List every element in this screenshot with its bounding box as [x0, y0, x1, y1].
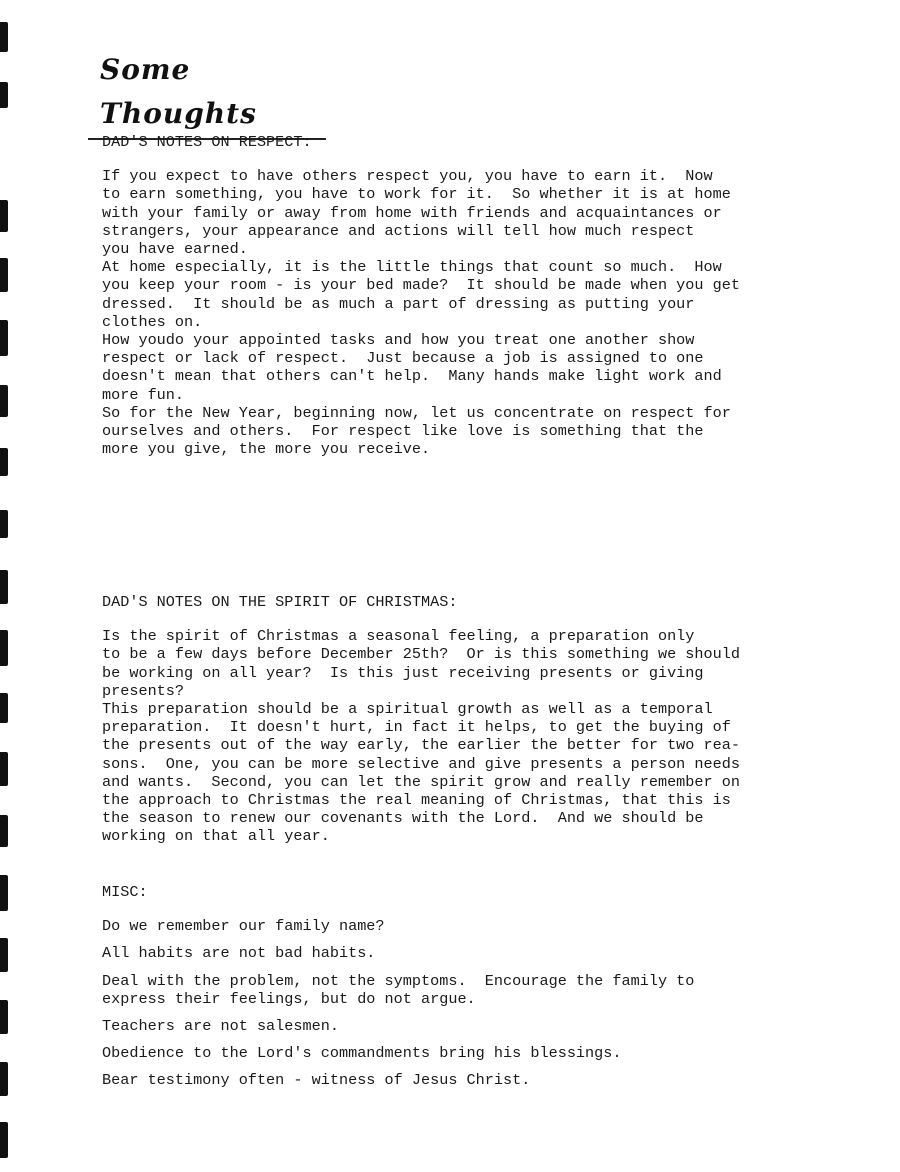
binding-hole [0, 1062, 8, 1096]
binding-hole [0, 1000, 8, 1034]
respect-paragraph: So for the New Year, beginning now, let us concentrate on respect for ourselves and others. For respect like love is something that the more you give, the more you receive. [102, 403, 731, 459]
binding-hole [0, 630, 8, 666]
misc-item: Obedience to the Lord's commandments bring his blessings. [102, 1044, 622, 1063]
misc-item: Teachers are not salesmen. [102, 1017, 339, 1036]
respect-heading: DAD'S NOTES ON RESPECT: [102, 133, 312, 151]
misc-heading: MISC: [102, 883, 148, 901]
binding-hole [0, 938, 8, 972]
christmas-paragraph: Is the spirit of Christmas a seasonal feeling, a preparation only to be a few days before December 25th? Or is this something we should be working on all year? Is this just receiving presents or giving presents? [102, 627, 740, 700]
misc-item: Deal with the problem, not the symptoms. Encourage the family to express their feelings, but do not argue. [102, 971, 695, 1008]
binding-hole [0, 693, 8, 723]
misc-item: Do we remember our family name? [102, 917, 385, 936]
binding-hole [0, 22, 8, 52]
binding-hole [0, 752, 8, 786]
binding-hole [0, 815, 8, 847]
binding-hole [0, 1122, 8, 1158]
binding-edge [0, 0, 12, 1172]
respect-paragraph: How youdo your appointed tasks and how you treat one another show respect or lack of respect. Just because a job is assigned to one doesn't mean that others can't help. Many hands make light work and more fun. [102, 331, 722, 404]
christmas-paragraph: This preparation should be a spiritual growth as well as a temporal preparation. It doesn't hurt, in fact it helps, to get the buying of the presents out of the way early, the earlier the better for two rea- sons. One, you can be more selective and give presents a person needs and wants. Second, you can let the spirit grow and really remember on the approach to Christmas the real meaning of Christmas, that this is the season to renew our covenants with the Lord. And we should be working on that all year. [102, 700, 740, 846]
binding-hole [0, 875, 8, 911]
binding-hole [0, 82, 8, 108]
binding-hole [0, 510, 8, 538]
page-header [88, 48, 328, 140]
binding-hole [0, 448, 8, 476]
page-title: Some Thoughts [100, 53, 257, 130]
christmas-heading: DAD'S NOTES ON THE SPIRIT OF CHRISTMAS: [102, 593, 458, 611]
misc-section [102, 883, 872, 1099]
binding-hole [0, 570, 8, 604]
misc-item: All habits are not bad habits. [102, 944, 376, 963]
binding-hole [0, 200, 8, 232]
binding-hole [0, 258, 8, 292]
christmas-section [102, 593, 872, 846]
binding-hole [0, 385, 8, 417]
respect-paragraph: If you expect to have others respect you, you have to earn it. Now to earn something, you have to work for it. So whether it is at home with your family or away from home with friends and acquaintances or strangers, your appearance and actions will tell how much respect you have earned. [102, 167, 731, 259]
respect-paragraph: At home especially, it is the little things that count so much. How you keep your room - is your bed made? It should be made when you get dressed. It should be as much a part of dressing as putting your clothes on. [102, 258, 740, 331]
misc-item: Bear testimony often - witness of Jesus Christ. [102, 1071, 531, 1090]
binding-hole [0, 320, 8, 356]
respect-section [102, 133, 872, 458]
